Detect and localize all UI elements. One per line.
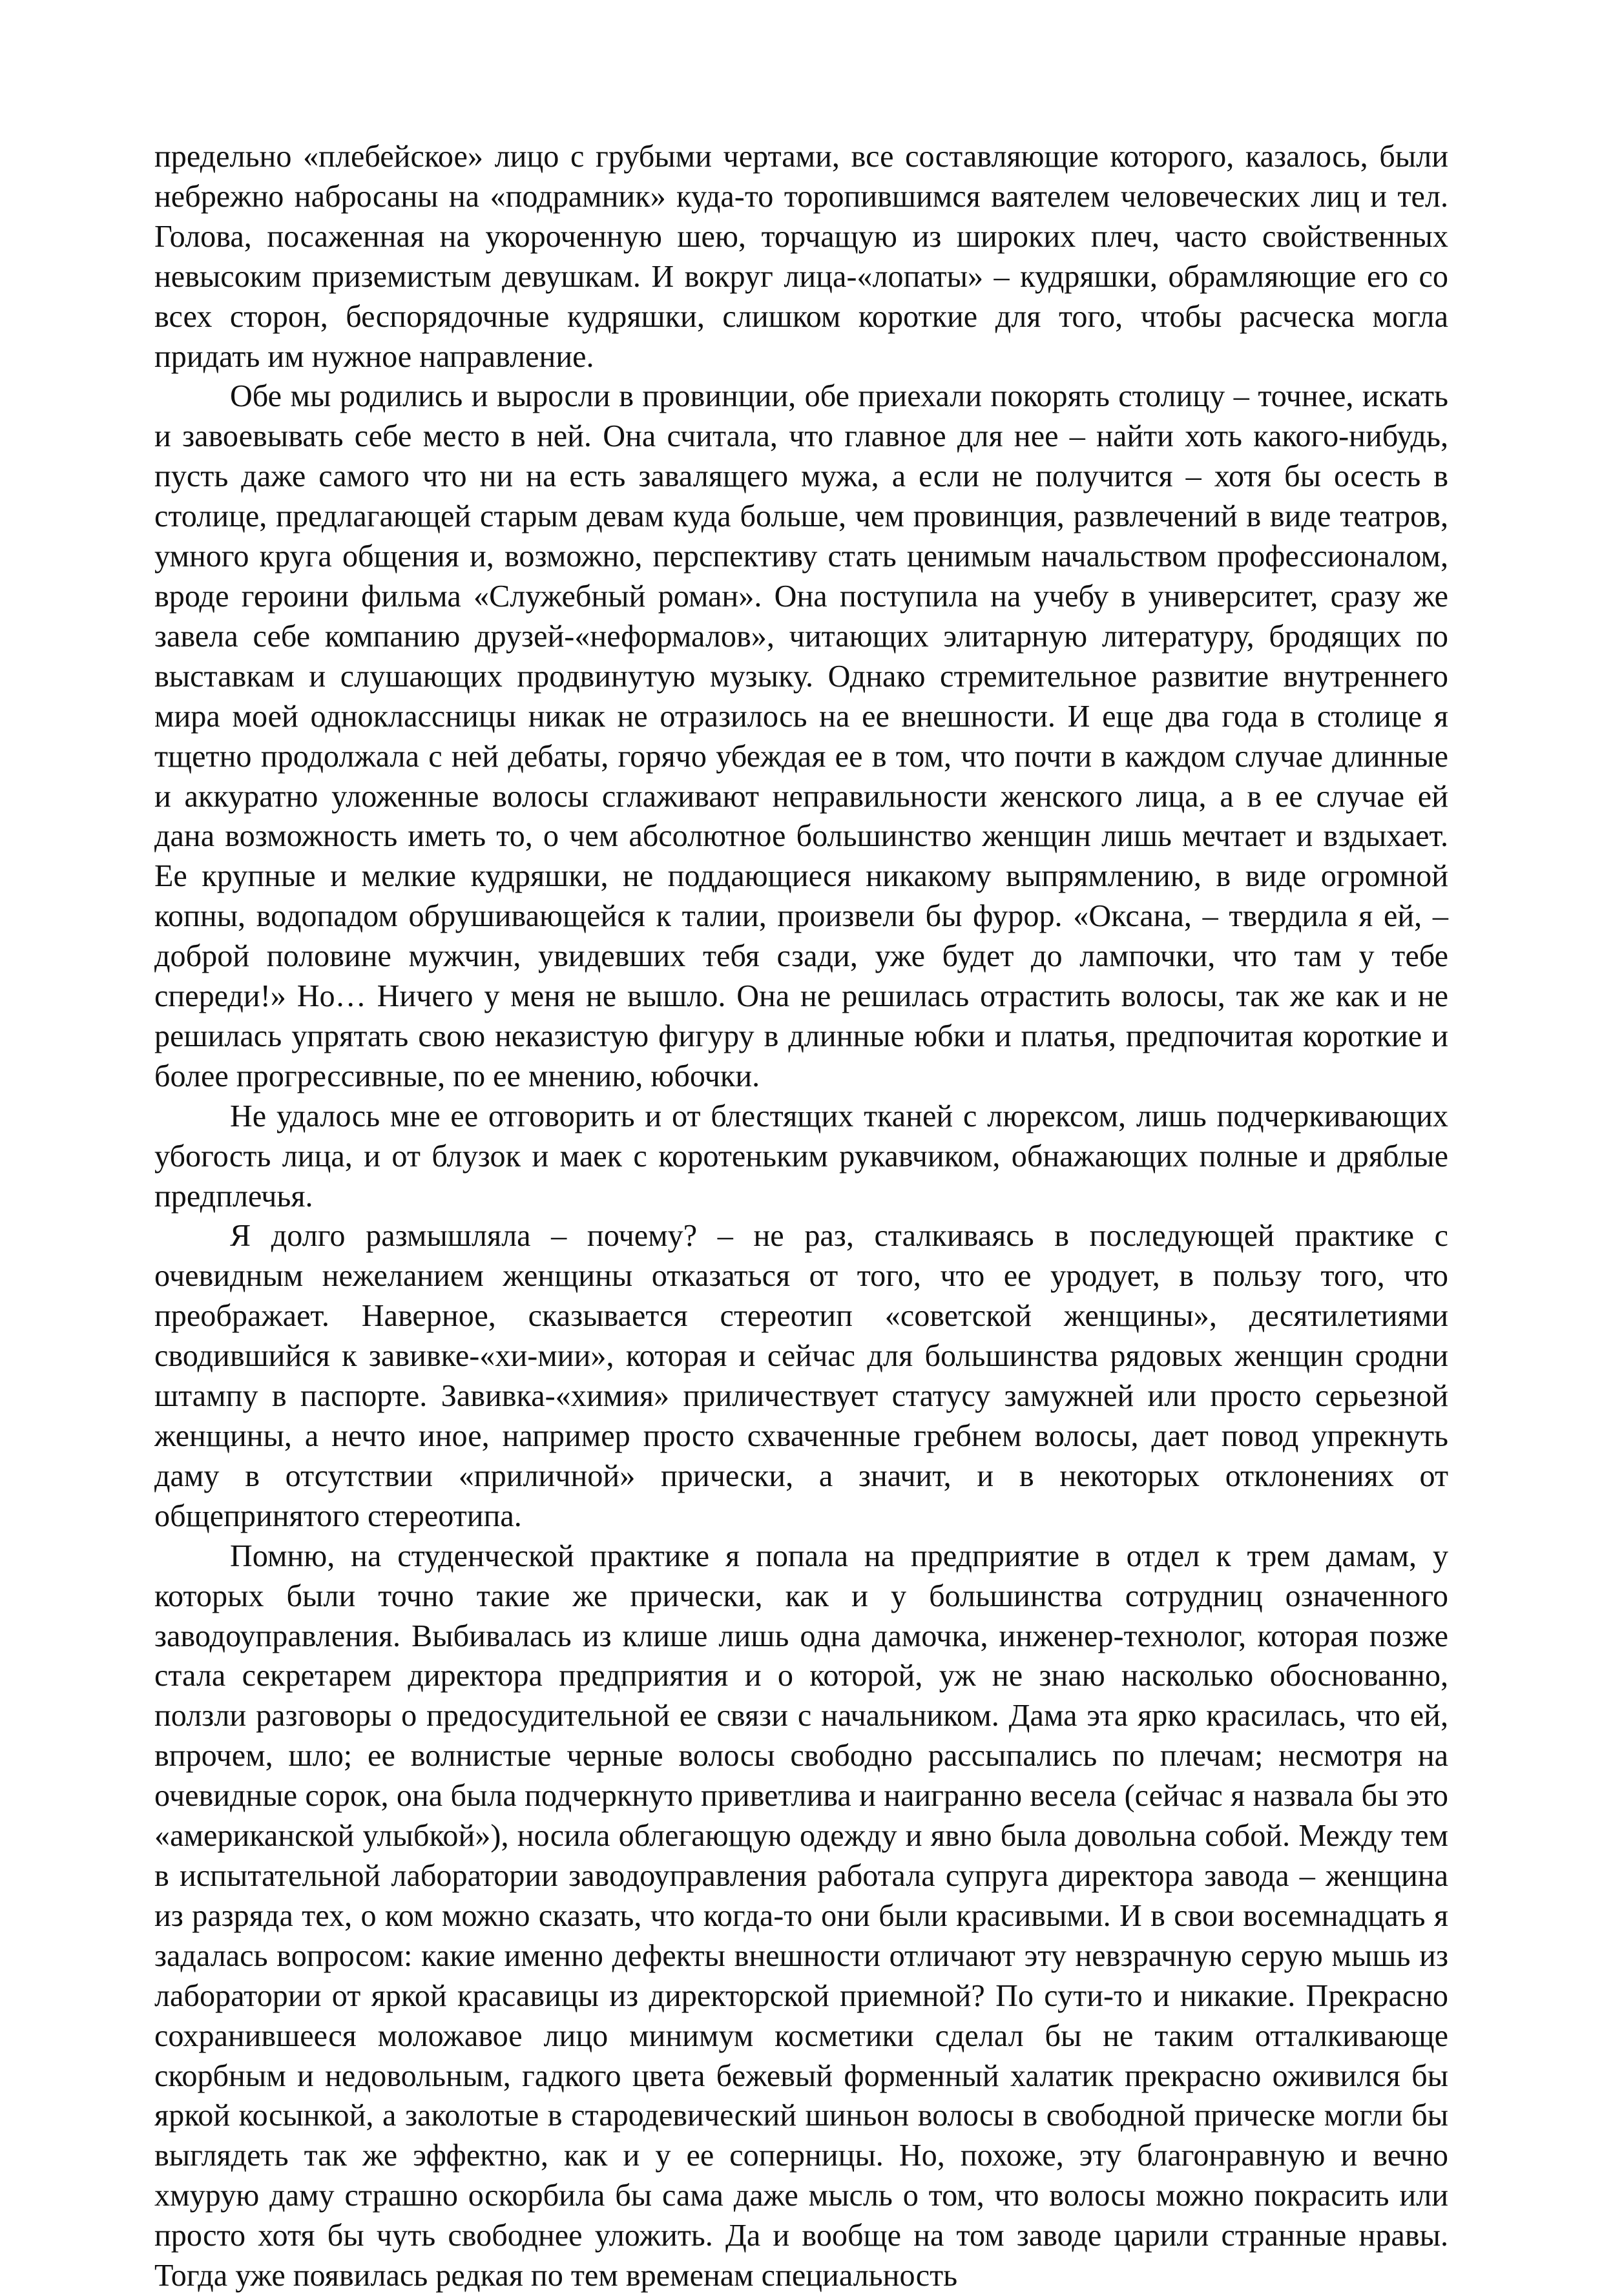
paragraph-1: предельно «плебейское» лицо с грубыми чертами, все составляющие которого, казалось, были небрежно набросаны на «подрамник» куда-то торопившимся ваятелем человеческих лиц и тел. Голова, посаженная на укороченную шею, торчащую из широких плеч, часто свойственных невысоким приземистым девушкам. И вокруг лица-«лопаты» – кудряшки, обрамляющие его со всех сторон, беспорядочные кудряшки, слишком короткие для того, чтобы расческа могла придать им нужное направление. [154, 140, 1448, 374]
paragraph-5: Помню, на студенческой практике я попала на предприятие в отдел к трем дамам, у которых были точно такие же прически, как и у большинства сотрудниц означенного заводоуправления. Выбивалась из клише лишь одна дамочка, инженер-технолог, которая позже стала секретарем директора предприятия и о которой, уж не знаю насколько обоснованно, ползли разговоры о предосудительной ее связи с начальником. Дама эта ярко красилась, что ей, впрочем, шло; ее волнистые черные волосы свободно рассыпались по плечам; несмотря на очевидные сорок, она была подчеркнуто приветлива и наигранно весела (сейчас я назвала бы это «американской улыбкой»), носила облегающую одежду и явно была довольна собой. Между тем в испытательной лаборатории заводоуправления работала супруга директора завода – женщина из разряда тех, о ком можно сказать, что когда-то они были красивыми. И в свои восемнадцать я задалась вопросом: какие именно дефекты внешности отличают эту невзрачную серую мышь из лаборатории от яркой красавицы из директорской приемной? По сути-то и никакие. Прекрасно сохранившееся моложавое лицо минимум косметики сделал бы не таким отталкивающе скорбным и недовольным, гадкого цвета бежевый форменный халатик прекрасно оживился бы яркой косынкой, а заколотые в стародевический шиньон волосы в свободной прическе могли бы выглядеть так же эффектно, как и у ее соперницы. Но, похоже, эту благонравную и вечно хмурую даму страшно оскорбила бы сама даже мысль о том, что волосы можно покрасить или просто хотя бы чуть свободнее уложить. Да и вообще на том заводе царили странные нравы. Тогда уже появилась редкая по тем временам специальность [154, 1538, 1448, 2293]
document-page [154, 137, 1448, 2296]
paragraph-3: Не удалось мне ее отговорить и от блестящих тканей с люрексом, лишь подчеркивающих убогость лица, и от блузок и маек с коротеньким рукавчиком, обнажающих полные и дряблые предплечья. [154, 1099, 1448, 1214]
paragraph-2: Обе мы родились и выросли в провинции, обе приехали покорять столицу – точнее, искать и завоевывать себе место в ней. Она считала, что главное для нее – найти хоть какого-нибудь, пусть даже самого что ни на есть завалящего мужа, а если не получится – хотя бы осесть в столице, предлагающей старым девам куда больше, чем провинция, развлечений в виде театров, умного круга общения и, возможно, перспективу стать ценимым начальством профессионалом, вроде героини фильма «Служебный роман». Она поступила на учебу в университет, сразу же завела себе компанию друзей-«неформалов», читающих элитарную литературу, бродящих по выставкам и слушающих продвинутую музыку. Однако стремительное развитие внутреннего мира моей одноклассницы никак не отразилось на ее внешности. И еще два года в столице я тщетно продолжала с ней дебаты, горячо убеждая ее в том, что почти в каждом случае длинные и аккуратно уложенные волосы сглаживают неправильности женского лица, а в ее случае ей дана возможность иметь то, о чем абсолютное большинство женщин лишь мечтает и вздыхает. Ее крупные и мелкие кудряшки, не поддающиеся никакому выпрямлению, в виде огромной копны, водопадом обрушивающейся к талии, произвели бы фурор. «Оксана, – твердила я ей, – доброй половине мужчин, увидевших тебя сзади, уже будет до лампочки, что там у тебе спереди!» Но… Ничего у меня не вышло. Она не решилась отрастить волосы, так же как и не решилась упрятать свою неказистую фигуру в длинные юбки и платья, предпочитая короткие и более прогрессивные, по ее мнению, юбочки. [154, 379, 1448, 1093]
paragraph-4: Я долго размышляла – почему? – не раз, сталкиваясь в последующей практике с очевидным нежеланием женщины отказаться от того, что ее уродует, в пользу того, что преображает. Наверное, сказывается стереотип «советской женщины», десятилетиями сводившийся к завивке-«хи-мии», которая и сейчас для большинства рядовых женщин сродни штампу в паспорте. Завивка-«химия» приличествует статусу замужней или просто серьезной женщины, а нечто иное, например просто схваченные гребнем волосы, дает повод упрекнуть даму в отсутствии «приличной» прически, а значит, и в некоторых отклонениях от общепринятого стереотипа. [154, 1219, 1448, 1533]
